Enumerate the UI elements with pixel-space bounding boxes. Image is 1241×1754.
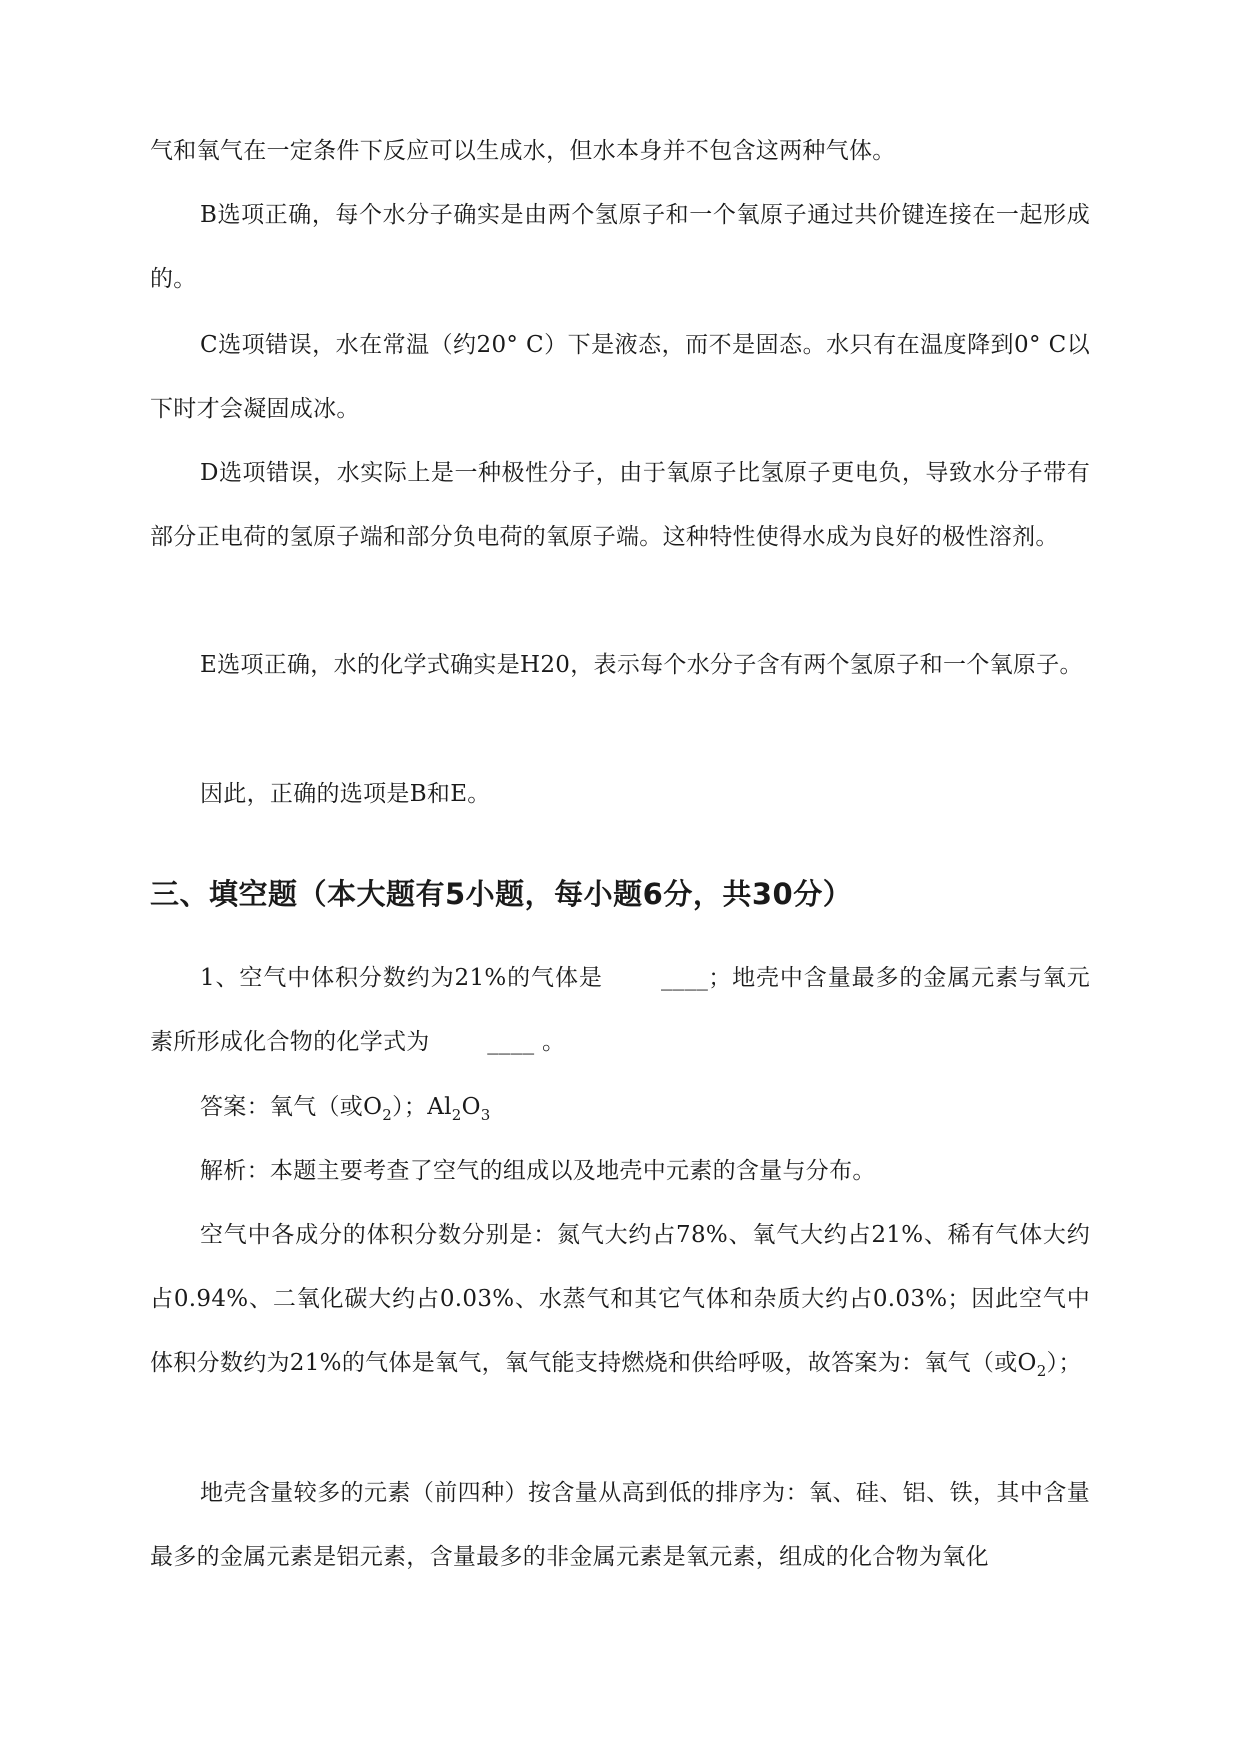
answer-line bbox=[150, 1075, 1090, 1139]
paragraph-option-d: D选项错误，水实际上是一种极性分子，由于氧原子比氢原子更电负，导致水分子带有部分正电荷的氢原子端和部分负电荷的氧原子端。这种特性使得水成为良好的极性溶剂。 bbox=[150, 460, 1090, 550]
question-1 bbox=[150, 946, 1090, 1074]
answer-blank-2: ____ bbox=[487, 1029, 535, 1055]
answer-mid: ）；Al bbox=[392, 1094, 452, 1120]
paragraph-option-b: B选项正确，每个水分子确实是由两个氢原子和一个氧原子通过共价键连接在一起形成的。 bbox=[150, 202, 1090, 292]
analysis-subscript-o2: 2 bbox=[1036, 1362, 1047, 1380]
section-heading-fill-in-blank: 三、填空题（本大题有5小题，每小题6分，共30分） bbox=[150, 877, 853, 911]
answer-subscript-o3: 3 bbox=[480, 1106, 491, 1124]
answer-prefix: 答案：氧气（或O bbox=[200, 1094, 383, 1120]
paragraph-option-a-tail: 气和氧气在一定条件下反应可以生成水，但水本身并不包含这两种气体。 bbox=[150, 138, 896, 164]
answer-mid-2: O bbox=[461, 1094, 481, 1120]
analysis-crust-elements: 地壳含量较多的元素（前四种）按含量从高到低的排序为：氧、硅、铝、铁，其中含量最多的金属元素是铝元素，含量最多的非金属元素是氧元素，组成的化合物为氧化 bbox=[150, 1480, 1090, 1570]
paragraph-option-c: C选项错误，水在常温（约20° C）下是液态，而不是固态。水只有在温度降到0° C以下时才会凝固成冰。 bbox=[150, 332, 1090, 422]
question-1-text-c: 。 bbox=[534, 1029, 566, 1055]
paragraph-option-e: E选项正确，水的化学式确实是H20，表示每个水分子含有两个氢原子和一个氧原子。 bbox=[200, 652, 1083, 678]
paragraph-conclusion: 因此，正确的选项是B和E。 bbox=[200, 781, 491, 807]
analysis-air-tail: ）； bbox=[1046, 1350, 1082, 1376]
answer-subscript-o2: 2 bbox=[382, 1106, 393, 1124]
analysis-air-composition bbox=[150, 1203, 1090, 1395]
analysis-air-text: 空气中各成分的体积分数分别是：氮气大约占78%、氧气大约占21%、稀有气体大约占0.94%、二氧化碳大约占0.03%、水蒸气和其它气体和杂质大约占0.03%；因此空气中体积分数约为21%的气体是氧气，氧气能支持燃烧和供给呼吸，故答案为：氧气（或O bbox=[150, 1222, 1090, 1376]
question-1-text-b: ；地壳中含量最多的金属元素与氧元素所形成化合物的化学式为 bbox=[150, 965, 1090, 1055]
answer-subscript-al2: 2 bbox=[451, 1106, 462, 1124]
answer-blank-1: ____ bbox=[660, 965, 709, 991]
analysis-intro: 解析：本题主要考查了空气的组成以及地壳中元素的含量与分布。 bbox=[200, 1158, 876, 1184]
question-1-text-a: 1、空气中体积分数约为21%的气体是 bbox=[200, 965, 611, 991]
